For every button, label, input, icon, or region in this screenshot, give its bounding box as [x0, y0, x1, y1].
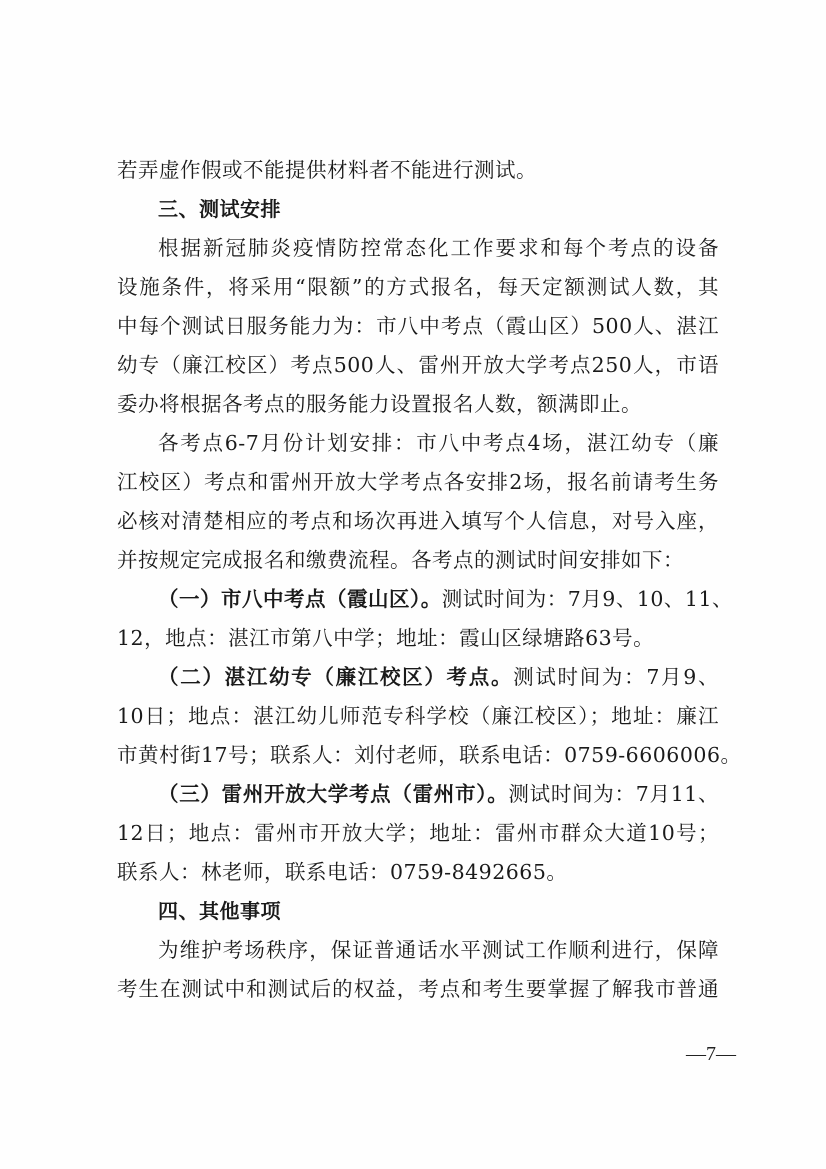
text-line: 若弄虚作假或不能提供材料者不能进行测试。 [117, 158, 537, 182]
text-line: 幼专（廉江校区）考点500人、雷州开放大学考点250人，市语 [117, 353, 719, 377]
text-line: 考生在测试中和测试后的权益，考点和考生要掌握了解我市普通 [117, 977, 719, 1001]
text-line: 中每个测试日服务能力为：市八中考点（霞山区）500人、湛江 [117, 314, 719, 338]
document-body [117, 151, 742, 1009]
text-line: 10日；地点：湛江幼儿师范专科学校（廉江校区）；地址：廉江 [117, 704, 719, 728]
text-line: 根据新冠肺炎疫情防控常态化工作要求和每个考点的设备 [158, 236, 719, 260]
site-2-time: 测试时间为：7月9、 [513, 665, 719, 689]
page-number: —7— [686, 1043, 736, 1065]
site-2-title: （二）湛江幼专（廉江校区）考点。 [158, 665, 514, 689]
section-heading-test-arrangement: 三、测试安排 [158, 197, 281, 221]
text-line-site-3 [117, 775, 719, 814]
text-line: 联系人：林老师，联系电话：0759-8492665。 [117, 860, 568, 884]
text-line: 必核对清楚相应的考点和场次再进入填写个人信息，对号入座， [117, 509, 719, 533]
text-line: 12，地点：湛江市第八中学；地址：霞山区绿塘路63号。 [117, 626, 655, 650]
site-1-time: 测试时间为：7月9、10、11、 [441, 587, 734, 611]
site-1-title: （一）市八中考点（霞山区）。 [158, 587, 442, 611]
text-line: 12日；地点：雷州市开放大学；地址：雷州市群众大道10号； [117, 821, 719, 845]
text-line: 江校区）考点和雷州开放大学考点各安排2场，报名前请考生务 [117, 470, 719, 494]
text-line: 并按规定完成报名和缴费流程。各考点的测试时间安排如下： [117, 548, 684, 572]
text-line: 各考点6-7月份计划安排：市八中考点4场，湛江幼专（廉 [158, 431, 719, 455]
text-line: 设施条件，将采用“限额”的方式报名，每天定额测试人数，其 [117, 275, 719, 299]
site-3-time: 测试时间为：7月11、 [508, 782, 719, 806]
section-heading-other-matters: 四、其他事项 [158, 899, 281, 923]
text-line: 为维护考场秩序，保证普通话水平测试工作顺利进行，保障 [158, 938, 719, 962]
text-line: 委办将根据各考点的服务能力设置报名人数，额满即止。 [117, 392, 642, 416]
text-line: 市黄村街17号；联系人：刘付老师，联系电话：0759-6606006。 [117, 743, 742, 767]
site-3-title: （三）雷州开放大学考点（雷州市）。 [158, 782, 509, 806]
text-line-site-1 [117, 580, 734, 619]
text-line-site-2 [117, 658, 719, 697]
